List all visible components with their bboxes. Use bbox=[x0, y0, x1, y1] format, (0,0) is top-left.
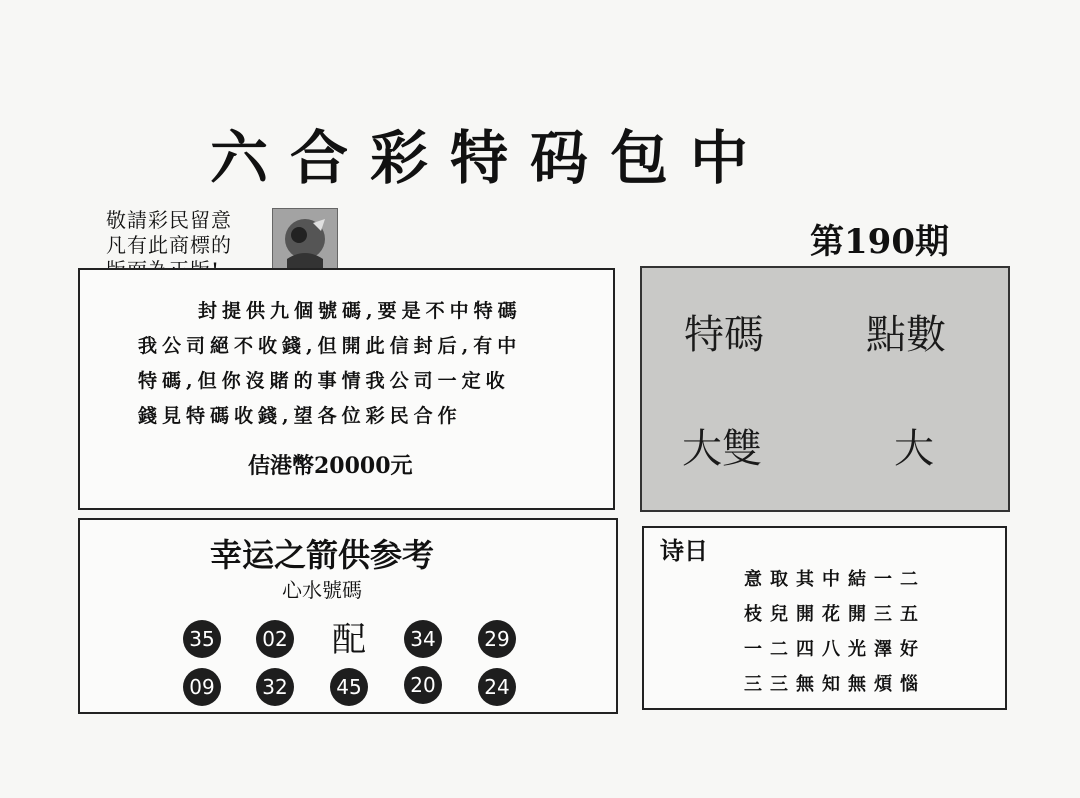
promise-line: 錢見特碼收錢,望各位彩民合作 bbox=[138, 405, 462, 427]
number-ball: 02 bbox=[256, 620, 294, 658]
pei-character: 配 bbox=[332, 620, 366, 660]
number-ball: 29 bbox=[478, 620, 516, 658]
deposit-amount: 佶港幣20000元 bbox=[248, 453, 413, 479]
promise-line: 封提供九個號碼,要是不中特碼 bbox=[198, 300, 522, 322]
promise-line: 特碼,但你沒賭的事情我公司一定收 bbox=[138, 370, 510, 392]
poem-line: 一二四八光澤好 bbox=[744, 639, 926, 660]
notice-line: 敬請彩民留意 bbox=[106, 208, 232, 232]
special-code-label: 特碼 bbox=[684, 312, 764, 358]
points-label: 點數 bbox=[866, 312, 946, 358]
lucky-title: 幸运之箭供参考 bbox=[210, 536, 435, 574]
lucky-subtitle: 心水號碼 bbox=[282, 578, 362, 602]
poem-text bbox=[744, 562, 954, 702]
poem-title: 诗日 bbox=[660, 537, 708, 565]
special-code-box bbox=[640, 266, 1010, 512]
number-ball: 20 bbox=[404, 666, 442, 704]
poem-line: 意取其中結一二 bbox=[744, 569, 926, 590]
page-title: 六合彩特码包中 bbox=[210, 124, 771, 192]
number-ball: 45 bbox=[330, 668, 368, 706]
number-ball: 35 bbox=[183, 620, 221, 658]
promise-line: 我公司絕不收錢,但開此信封后,有中 bbox=[138, 335, 522, 357]
number-ball: 24 bbox=[478, 668, 516, 706]
notice-line: 凡有此商標的 bbox=[106, 233, 232, 257]
points-value: 大 bbox=[894, 426, 934, 472]
number-ball: 09 bbox=[183, 668, 221, 706]
number-ball: 34 bbox=[404, 620, 442, 658]
poem-line: 枝兒開花開三五 bbox=[744, 604, 926, 625]
issue-number: 第190期 bbox=[810, 222, 949, 262]
special-code-value: 大雙 bbox=[682, 426, 762, 472]
promise-text bbox=[138, 294, 588, 434]
number-ball: 32 bbox=[256, 668, 294, 706]
poem-line: 三三無知無煩惱 bbox=[744, 674, 926, 695]
trademark-logo bbox=[272, 208, 338, 276]
